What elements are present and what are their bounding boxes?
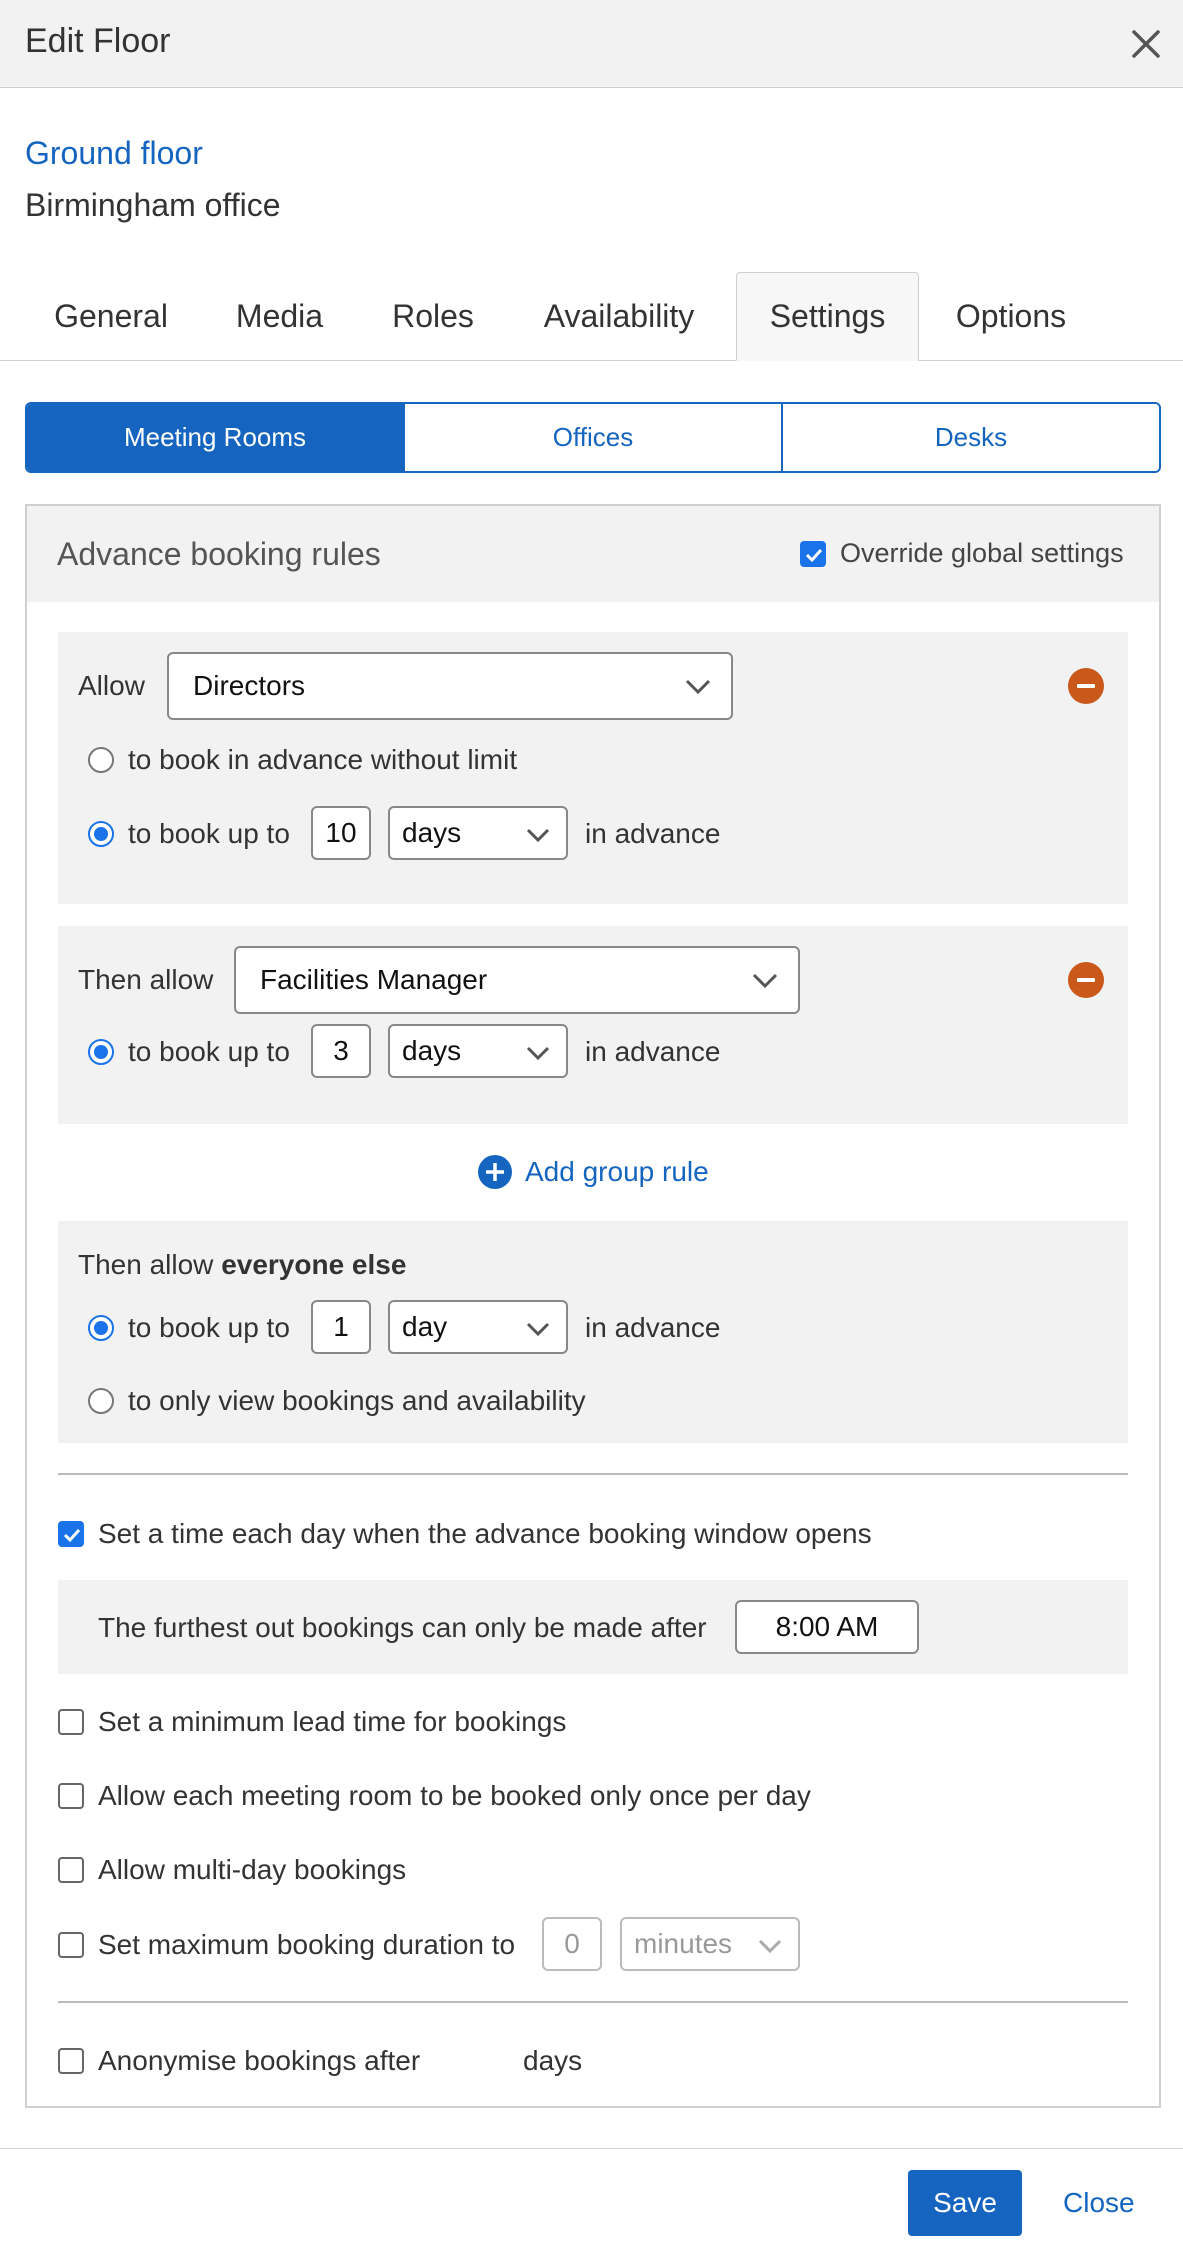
segment-offices[interactable]: Offices xyxy=(403,404,781,471)
tab-options[interactable]: Options xyxy=(955,298,1067,334)
section-divider xyxy=(58,1473,1128,1475)
group-select-1-value: Directors xyxy=(193,670,306,701)
close-icon[interactable] xyxy=(1128,26,1164,62)
remove-rule-2-icon[interactable] xyxy=(1068,962,1104,998)
unit-select-1-value: days xyxy=(402,817,462,848)
add-group-rule-link[interactable]: Add group rule xyxy=(525,1156,709,1187)
dialog-header xyxy=(0,0,1183,88)
max-duration-unit-value: minutes xyxy=(634,1928,733,1959)
option-unlimited-label: to book in advance without limit xyxy=(128,744,518,775)
max-duration-value[interactable]: 0 xyxy=(542,1917,602,1971)
checkmark-icon xyxy=(803,544,825,566)
chevron-down-icon xyxy=(752,964,778,996)
anonymise-label: Anonymise bookings after xyxy=(98,2045,421,2076)
save-button[interactable]: Save xyxy=(908,2170,1022,2236)
time-window-box xyxy=(58,1580,1128,1674)
segment-desks[interactable]: Desks xyxy=(781,404,1159,471)
everyone-prefix: Then allow xyxy=(78,1249,214,1280)
radio-unlimited[interactable] xyxy=(88,747,114,773)
then-allow-label: Then allow xyxy=(78,964,214,995)
remove-rule-1-icon[interactable] xyxy=(1068,668,1104,704)
radio-upto-1[interactable] xyxy=(88,821,114,847)
max-duration-unit[interactable] xyxy=(620,1917,800,1971)
in-advance-label-2: in advance xyxy=(585,1036,721,1067)
panel-header xyxy=(27,506,1159,602)
unit-select-everyone-value: day xyxy=(402,1311,448,1342)
unit-select-1[interactable] xyxy=(388,806,568,860)
option-upto-label-everyone: to book up to xyxy=(128,1312,290,1343)
group-rule-1 xyxy=(58,632,1128,904)
checkmark-icon xyxy=(61,1524,83,1546)
group-select-2-value: Facilities Manager xyxy=(260,964,488,995)
unit-select-2[interactable] xyxy=(388,1024,568,1078)
override-label: Override global settings xyxy=(840,538,1124,568)
option-upto-label-1: to book up to xyxy=(128,818,290,849)
min-lead-checkbox[interactable] xyxy=(58,1709,84,1735)
min-lead-label: Set a minimum lead time for bookings xyxy=(98,1706,567,1737)
everyone-else-rule xyxy=(58,1221,1128,1443)
resource-type-selector xyxy=(25,402,1161,473)
furthest-out-label: The furthest out bookings can only be made after xyxy=(98,1612,707,1643)
override-checkbox[interactable] xyxy=(800,541,826,567)
chevron-down-icon xyxy=(526,1311,550,1343)
max-duration-checkbox[interactable] xyxy=(58,1932,84,1958)
footer-divider xyxy=(0,2148,1183,2149)
unit-select-everyone[interactable] xyxy=(388,1300,568,1354)
once-per-day-label: Allow each meeting room to be booked only once per day xyxy=(98,1780,811,1811)
radio-view-only[interactable] xyxy=(88,1388,114,1414)
time-window-label: Set a time each day when the advance booking window opens xyxy=(98,1518,872,1549)
days-count-2[interactable]: 3 xyxy=(311,1024,371,1078)
everyone-heading xyxy=(78,1249,406,1281)
everyone-bold: everyone else xyxy=(221,1249,407,1280)
radio-upto-2[interactable] xyxy=(88,1039,114,1065)
chevron-down-icon xyxy=(526,817,550,849)
days-count-everyone[interactable]: 1 xyxy=(311,1300,371,1354)
group-select-2[interactable] xyxy=(234,946,800,1014)
max-duration-label: Set maximum booking duration to xyxy=(98,1929,516,1960)
radio-upto-everyone[interactable] xyxy=(88,1315,114,1341)
option-upto-label-2: to book up to xyxy=(128,1036,290,1067)
anonymise-checkbox[interactable] xyxy=(58,2048,84,2074)
tab-settings[interactable]: Settings xyxy=(736,272,919,361)
floor-name-link[interactable]: Ground floor xyxy=(25,135,203,171)
close-button[interactable]: Close xyxy=(1063,2187,1135,2218)
advance-booking-panel xyxy=(25,504,1161,2108)
once-per-day-checkbox[interactable] xyxy=(58,1783,84,1809)
days-count-1[interactable]: 10 xyxy=(311,806,371,860)
office-name: Birmingham office xyxy=(25,187,281,223)
chevron-down-icon xyxy=(526,1035,550,1067)
dialog-title: Edit Floor xyxy=(25,22,171,60)
allow-label: Allow xyxy=(78,670,145,701)
in-advance-label-1: in advance xyxy=(585,818,721,849)
tab-general[interactable]: General xyxy=(54,298,168,334)
unit-select-2-value: days xyxy=(402,1035,462,1066)
chevron-down-icon xyxy=(685,670,711,702)
tab-roles[interactable]: Roles xyxy=(392,298,474,334)
panel-title: Advance booking rules xyxy=(57,536,381,572)
opening-time-input[interactable]: 8:00 AM xyxy=(735,1600,919,1654)
time-window-checkbox[interactable] xyxy=(58,1521,84,1547)
tab-availability[interactable]: Availability xyxy=(543,298,695,334)
tab-media[interactable]: Media xyxy=(235,298,324,334)
segment-meeting-rooms[interactable]: Meeting Rooms xyxy=(27,404,403,471)
group-select-1[interactable] xyxy=(167,652,733,720)
section-divider-2 xyxy=(58,2001,1128,2003)
group-rule-2 xyxy=(58,926,1128,1124)
in-advance-label-everyone: in advance xyxy=(585,1312,721,1343)
anonymise-days-label: days xyxy=(523,2045,583,2076)
option-view-label: to only view bookings and availability xyxy=(128,1385,586,1416)
add-circle-icon[interactable] xyxy=(477,1154,513,1190)
multi-day-label: Allow multi-day bookings xyxy=(98,1854,407,1885)
multi-day-checkbox[interactable] xyxy=(58,1857,84,1883)
chevron-down-icon xyxy=(758,1928,782,1960)
